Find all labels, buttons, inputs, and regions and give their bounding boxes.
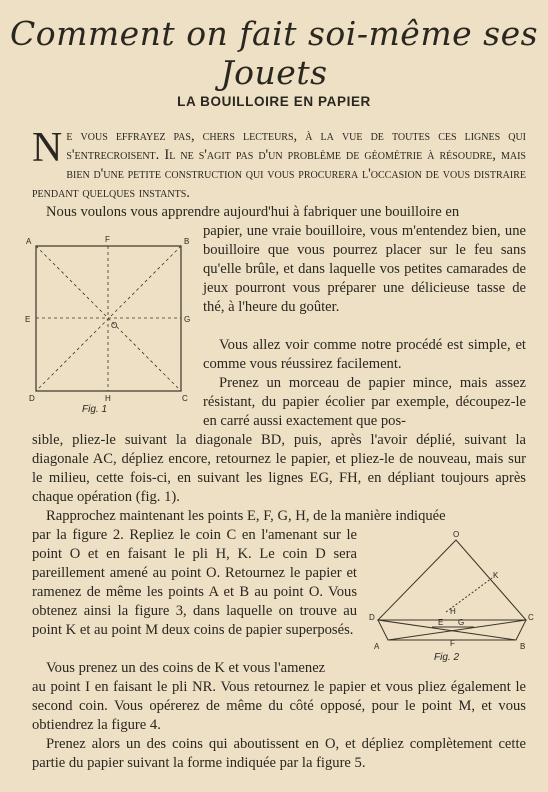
fig1-label-h: H <box>105 394 111 403</box>
paragraph-instructions: Prenez un morceau de papier mince, mais assez résistant, du papier écolier par exemple, découpez-le en carré aussi exactement que pos- <box>203 375 526 429</box>
fig2-caption: Fig. 2 <box>434 652 460 663</box>
fig1-label-c: C <box>182 394 188 403</box>
fig2-label-h: H <box>450 607 456 616</box>
fig2-label-k: K <box>493 571 499 580</box>
fig1-label-a: A <box>26 237 32 246</box>
fig2-label-g: G <box>458 618 465 627</box>
fig1-label-b: B <box>184 237 190 246</box>
fig2-label-b: B <box>520 642 526 651</box>
drop-cap: N <box>32 125 63 171</box>
paragraph-line: Vous prenez un des coins de K et vous l'amenez <box>46 660 326 676</box>
figure-2 <box>364 528 534 664</box>
paragraph-intro-text: e vous effrayez pas, chers lecteurs, à la vue de toutes ces lignes qui s'entrecroisent. Il ne s'agit pas d'un problème de géométrie à résoudre, mais bien d'une petite construction qui vous procurera l'occasion de vous distraire pendant quelques instants. <box>32 128 526 201</box>
article-title: LA BOUILLOIRE EN PAPIER <box>177 94 371 109</box>
paragraph-intro <box>32 127 526 203</box>
fig2-label-d: D <box>369 613 375 622</box>
fig1-caption: Fig. 1 <box>82 404 108 415</box>
fig2-fold-db <box>388 620 526 640</box>
fig1-label-f: F <box>105 235 110 244</box>
paragraph-left-column: par la figure 2. Repliez le coin C en l'amenant sur le point O et en faisant le pli H, K. Le coin D sera pareillement amené au point O. Retournez le papier et ramenez de même les points A et B au point O. Vous obtenez ainsi la figure 3, dans laquelle on trouve au point K et au point M deux coins de papier superposés. <box>32 527 357 638</box>
fig2-label-a: A <box>374 642 380 651</box>
fig1-label-d: D <box>29 394 35 403</box>
fig2-fold-ac <box>378 620 516 640</box>
paragraph-instructions-continued: sible, pliez-le suivant la diagonale BD, puis, après l'avoir déplié, suivant la diagonale AC, dépliez encore, retournez le papier, et pliez-le de nouveau, mais sur le milieu, cette fois-ci, en suivant les lignes EG, FH, en dépliant toujours après chaque opération (fig. 1). <box>32 432 526 505</box>
fig2-label-c: C <box>528 613 534 622</box>
paragraph-folding: au point I en faisant le pli NR. Vous retournez le papier et vous pliez également le second coin. Vous opérerez de même du côté opposé, pour le point M, et vous obtiendrez la figure 4. <box>32 679 526 733</box>
fig1-label-g: G <box>184 315 191 324</box>
figure-1 <box>24 234 200 426</box>
fig2-label-e: E <box>438 618 444 627</box>
paragraph-procedure: Vous allez voir comme notre procédé est simple, et comme vous réussirez facilement. <box>203 337 526 372</box>
magazine-header-title: Comment on fait soi-même ses Jouets <box>9 14 539 92</box>
paragraph-line: Nous voulons vous apprendre aujourd'hui à fabriquer une bouilloire en <box>46 204 460 220</box>
fig2-label-o: O <box>453 530 460 539</box>
fig1-label-e: E <box>25 315 31 324</box>
paragraph-line: Rapprochez maintenant les points E, F, G, H, de la manière indiquée <box>46 508 446 524</box>
fig1-label-o: O <box>111 321 118 330</box>
paragraph-right-column: papier, une vraie bouilloire, vous m'entendez bien, une bouilloire que vous pourrez placer sur le feu sans qu'elle brûle, et dans laquelle vos petites camarades de jeux pourront vous préparer une délicieuse tasse de thé, à l'heure du goûter. <box>203 223 526 315</box>
fig2-label-f: F <box>450 639 455 648</box>
paragraph-final: Prenez alors un des coins qui aboutissent en O, et dépliez complètement cette partie du papier suivant la forme indiquée par la figure 5. <box>32 736 526 771</box>
